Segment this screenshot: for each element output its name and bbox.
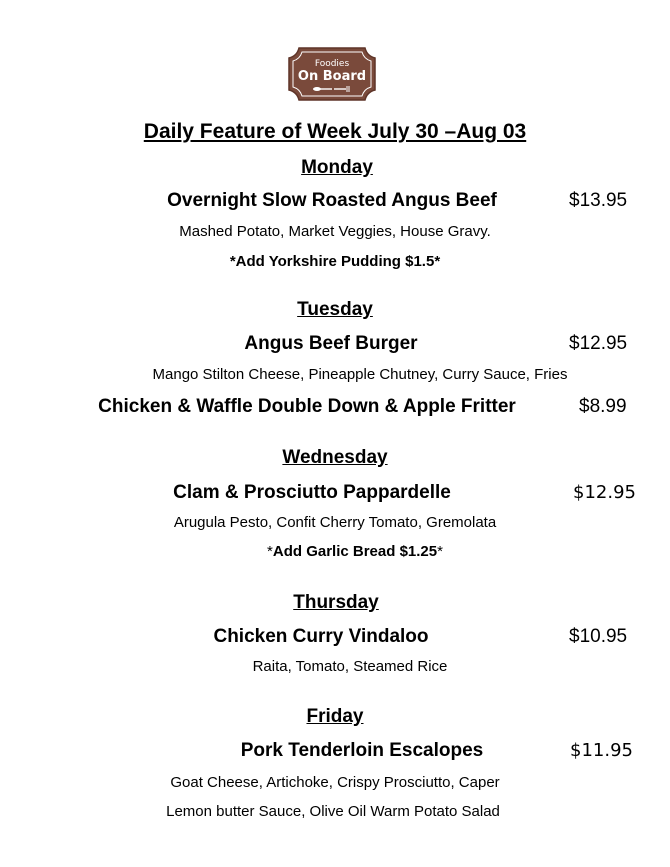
wednesday-dish-price: $12.95 bbox=[573, 482, 636, 503]
wednesday-addon-star-open: * bbox=[267, 543, 273, 560]
wednesday-addon-text: Add Garlic Bread $1.25 bbox=[272, 543, 438, 560]
svg-text:Foodies: Foodies bbox=[314, 59, 350, 69]
monday-dish-name: Overnight Slow Roasted Angus Beef bbox=[167, 190, 497, 211]
day-heading-thursday: Thursday bbox=[293, 592, 379, 613]
friday-dish-description: Goat Cheese, Artichoke, Crispy Prosciutto, Caper bbox=[170, 774, 500, 791]
day-heading-tuesday: Tuesday bbox=[297, 299, 373, 320]
wednesday-addon-star-close: * bbox=[437, 543, 443, 560]
friday-dish-description-2: Lemon butter Sauce, Olive Oil Warm Potato Salad bbox=[166, 803, 500, 820]
friday-dish-price: $11.95 bbox=[570, 740, 633, 761]
wednesday-dish-name: Clam & Prosciutto Pappardelle bbox=[173, 482, 451, 503]
day-heading-wednesday: Wednesday bbox=[282, 447, 388, 468]
monday-addon: *Add Yorkshire Pudding $1.5* bbox=[229, 253, 441, 270]
thursday-dish-description: Raita, Tomato, Steamed Rice bbox=[252, 658, 448, 675]
tuesday-dish-name: Angus Beef Burger bbox=[244, 333, 418, 354]
tuesday-dish2-price: $8.99 bbox=[579, 396, 627, 417]
monday-dish-price: $13.95 bbox=[569, 190, 628, 211]
tuesday-dish-price: $12.95 bbox=[569, 333, 628, 354]
svg-text:On Board: On Board bbox=[297, 69, 367, 84]
tuesday-dish-description: Mango Stilton Cheese, Pineapple Chutney, Curry Sauce, Fries bbox=[152, 366, 568, 383]
wednesday-dish-description: Arugula Pesto, Confit Cherry Tomato, Gremolata bbox=[173, 514, 497, 531]
thursday-dish-name: Chicken Curry Vindaloo bbox=[213, 626, 429, 647]
tuesday-dish2-name: Chicken & Waffle Double Down & Apple Fritter bbox=[98, 396, 516, 417]
wednesday-addon bbox=[267, 543, 443, 560]
friday-dish-name: Pork Tenderloin Escalopes bbox=[240, 740, 484, 761]
monday-dish-description: Mashed Potato, Market Veggies, House Gravy. bbox=[179, 223, 491, 240]
thursday-dish-price: $10.95 bbox=[569, 626, 628, 647]
day-heading-friday: Friday bbox=[306, 706, 364, 727]
day-heading-monday: Monday bbox=[301, 157, 373, 178]
page-title: Daily Feature of Week July 30 –Aug 03 bbox=[143, 120, 527, 143]
foodies-on-board-logo bbox=[281, 44, 383, 104]
